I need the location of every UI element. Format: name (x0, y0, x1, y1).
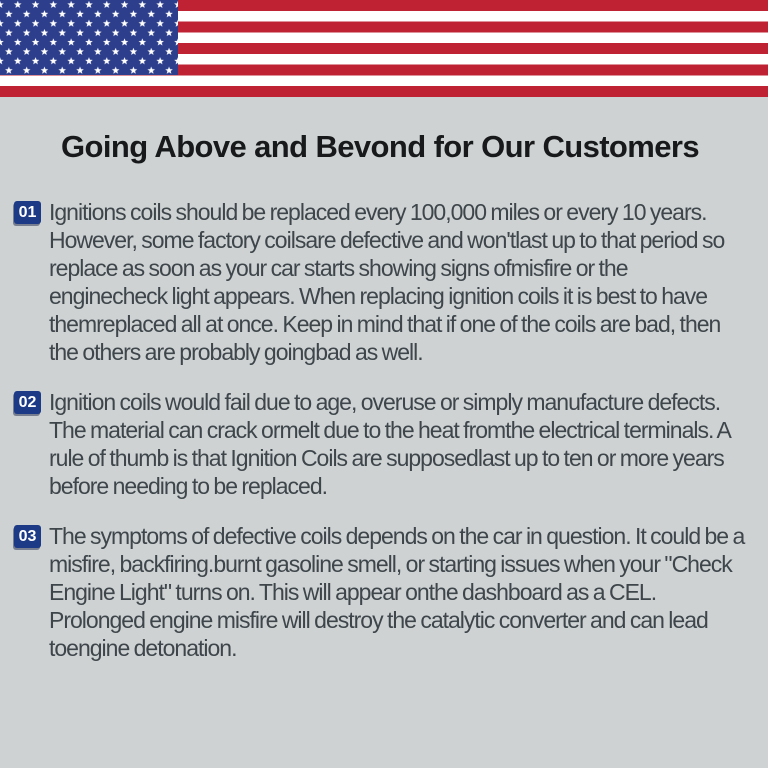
content-area (0, 97, 768, 662)
us-flag-banner (0, 0, 768, 97)
flag-stars-icon (0, 0, 178, 75)
item-text-01: Ignitions coils should be replaced every 100,000 miles or every 10 years. However, some factory coilsare defective and won'tlast up to that period so replace as soon as your car starts showing signs ofmisfire or the enginecheck light appears. When replacing ignition coils it is best to have themreplaced all at once. Keep in mind that if one of the coils are bad, then the others are probably goingbad as well. (49, 199, 725, 365)
item-text-03: The symptoms of defective coils depends on the car in question. It could be a misfire, backfiring.burnt gasoline smell, or starting issues when your "Check Engine Light" turns on. This will appear onthe dashboard as a CEL. Prolonged engine misfire will destroy the catalytic converter and can lead toengine detonation. (49, 523, 745, 661)
numbered-item-3 (14, 522, 746, 662)
item-text-02: Ignition coils would fail due to age, overuse or simply manufacture defects. The material can crack ormelt due to the heat fromthe electrical terminals. A rule of thumb is that Ignition Coils are supposedlast up to ten or more years before needing to be replaced. (49, 389, 730, 499)
numbered-item-2 (14, 388, 746, 500)
flag-canton (0, 0, 178, 75)
item-number-badge-01: 01 (14, 201, 41, 224)
item-number-badge-02: 02 (14, 391, 41, 414)
item-number-badge-03: 03 (14, 525, 41, 548)
page-title: Going Above and Bevond for Our Customers (61, 129, 699, 164)
numbered-item-1 (14, 198, 746, 366)
